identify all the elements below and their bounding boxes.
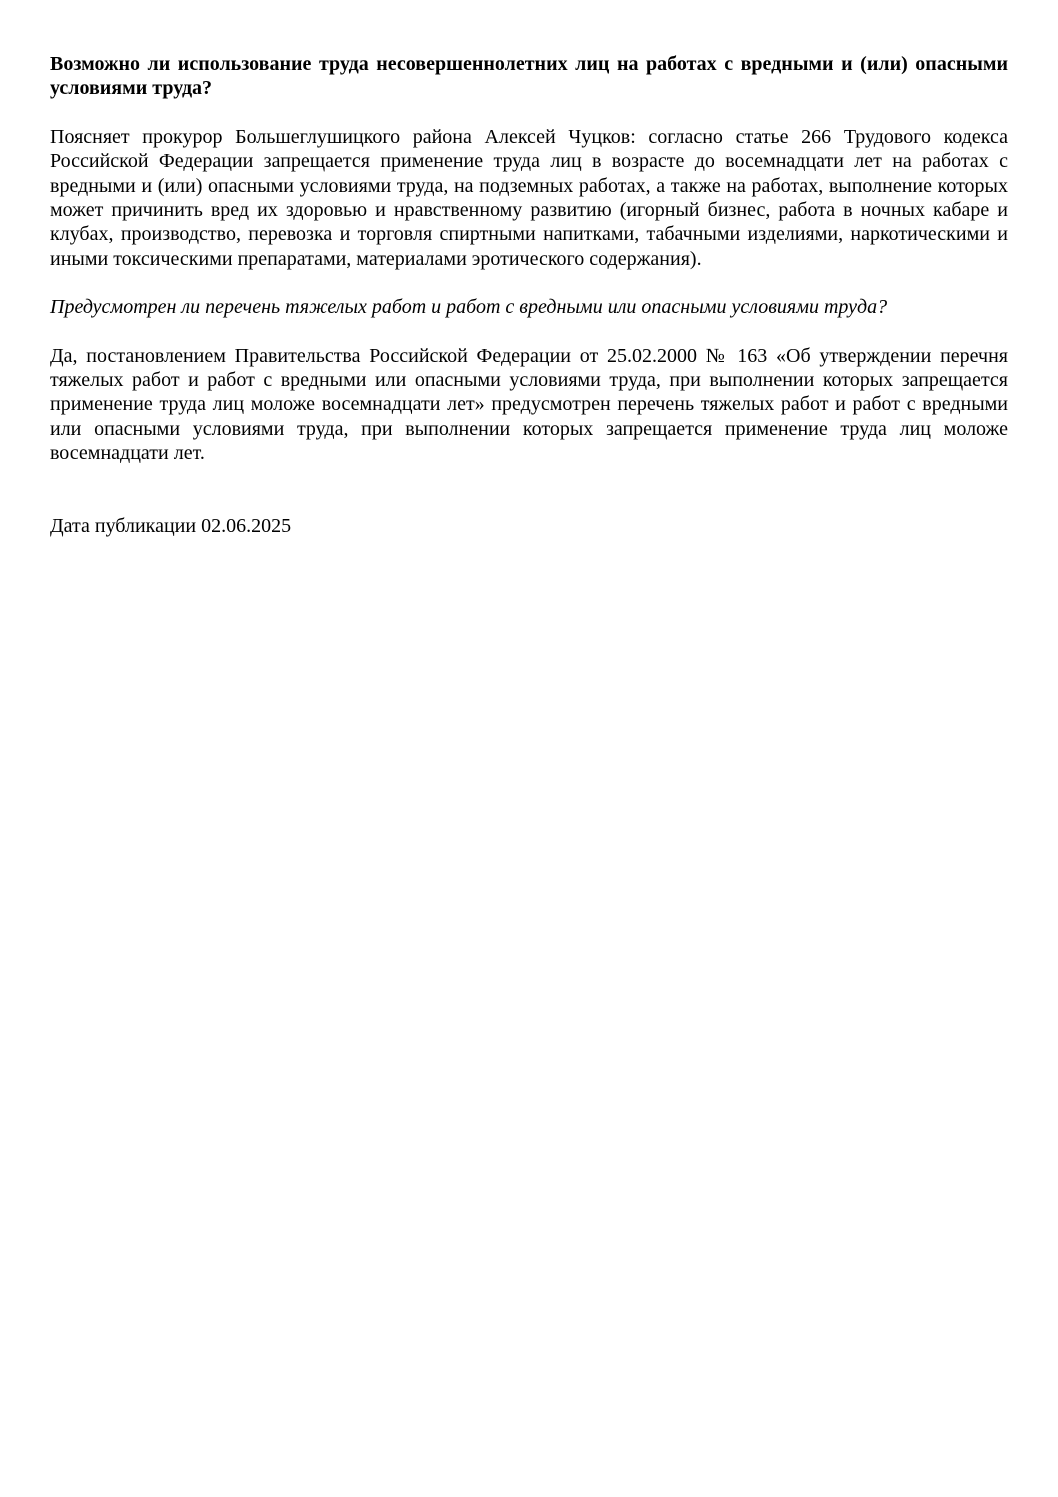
document-content xyxy=(50,52,1008,538)
answer-paragraph: Да, постановлением Правительства Российской Федерации от 25.02.2000 № 163 «Об утверждении перечня тяжелых работ и работ с вредными или опасными условиями труда, при выполнении которых запрещается применение труда лиц моложе восемнадцати лет» предусмотрен перечень тяжелых работ и работ с вредными или опасными условиями труда, при выполнении которых запрещается применение труда лиц моложе восемнадцати лет. xyxy=(50,344,1008,465)
publication-date: Дата публикации 02.06.2025 xyxy=(50,514,292,537)
question-paragraph: Предусмотрен ли перечень тяжелых работ и работ с вредными или опасными условиями труда? xyxy=(50,296,888,319)
document-title: Возможно ли использование труда несовершеннолетних лиц на работах с вредными и (или) опасными условиями труда? xyxy=(50,53,1008,100)
explanation-paragraph: Поясняет прокурор Большеглушицкого района Алексей Чуцков: согласно статье 266 Трудового кодекса Российской Федерации запрещается применение труда лиц в возрасте до восемнадцати лет на работах с вредными и (или) опасными условиями труда, на подземных работах, а также на работах, выполнение которых может причинить вред их здоровью и нравственному развитию (игорный бизнес, работа в ночных кабаре и клубах, производство, перевозка и торговля спиртными напитками, табачными изделиями, наркотическими и иными токсическими препаратами, материалами эротического содержания). xyxy=(50,125,1008,270)
